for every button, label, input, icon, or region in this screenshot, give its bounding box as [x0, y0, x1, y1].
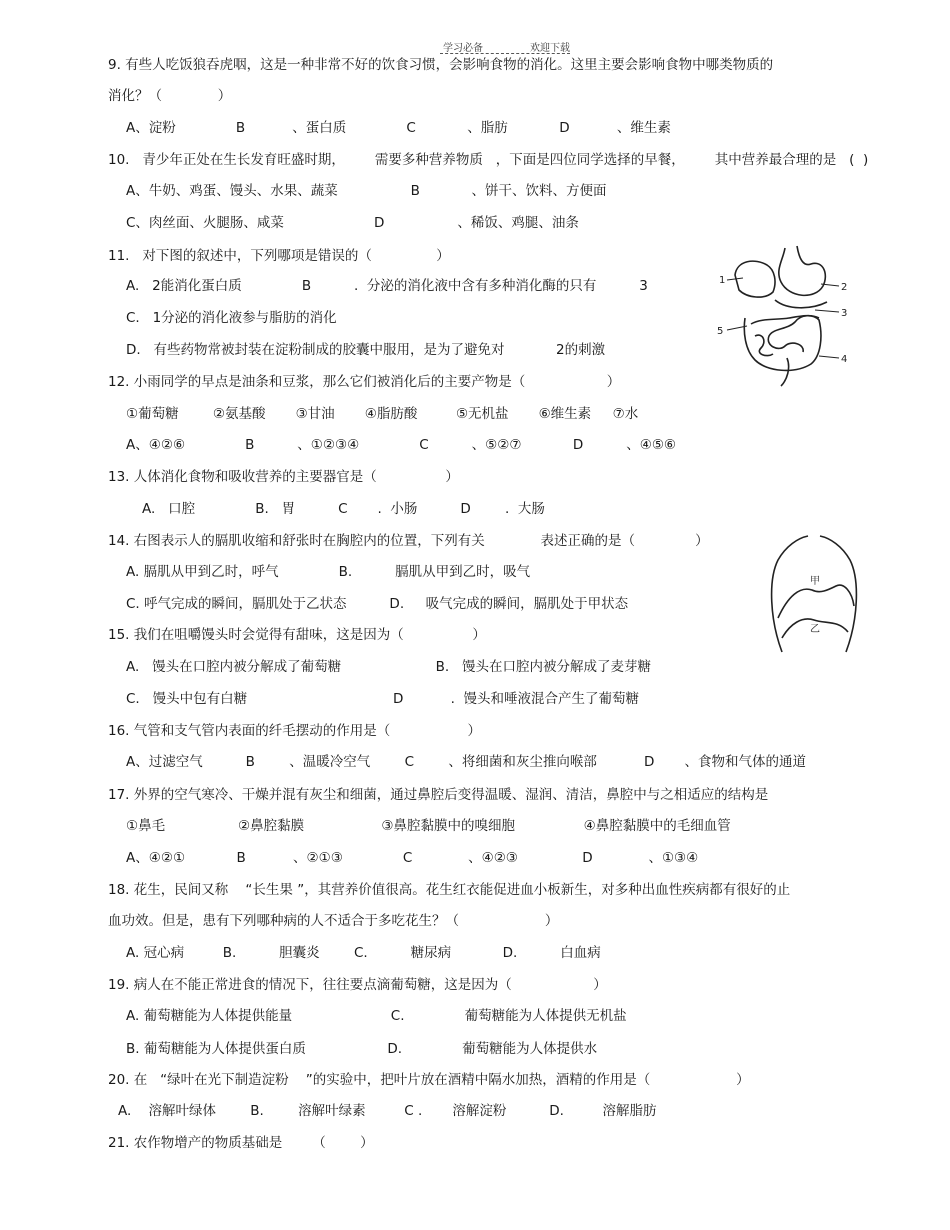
- header-left: 学习必备: [443, 43, 483, 54]
- label-4: 4: [841, 354, 848, 365]
- q13-options: A. 口腔 B. 胃 C . 小肠 D . 大肠: [142, 501, 545, 517]
- q15-options-cd: C. 馒头中包有白糖 D . 馒头和唾液混合产生了葡萄糖: [126, 691, 639, 707]
- q16-stem: 16. 气管和支气管内表面的纤毛摆动的作用是（ ）: [108, 723, 482, 739]
- q19-options-ac: A. 葡萄糖能为人体提供能量 C. 葡萄糖能为人体提供无机盐: [126, 1008, 627, 1024]
- q17-items: ①鼻毛 ②鼻腔黏膜 ③鼻腔黏膜中的嗅细胞 ④鼻腔黏膜中的毛细血管: [126, 818, 731, 834]
- q17-options: A、④②① B 、②①③ C 、④②③ D 、①③④: [126, 850, 699, 866]
- q12-stem: 12. 小雨同学的早点是油条和豆浆，那么它们被消化后的主要产物是（ ）: [108, 374, 621, 390]
- diaphragm-jia: [778, 585, 854, 618]
- label-yi: 乙: [810, 624, 820, 635]
- q12-items: ①葡萄糖 ②氨基酸 ③甘油 ④脂肪酸 ⑤无机盐 ⑥维生素 ⑦水: [126, 406, 639, 422]
- q19-options-bd: B. 葡萄糖能为人体提供蛋白质 D. 葡萄糖能为人体提供水: [126, 1041, 598, 1057]
- q14-options-cd: C. 呼气完成的瞬间，膈肌处于乙状态 D. 吸气完成的瞬间，膈肌处于甲状态: [126, 596, 629, 612]
- q15-options-ab: A. 馒头在口腔内被分解成了葡萄糖 B. 馒头在口腔内被分解成了麦芽糖: [126, 659, 651, 675]
- label-2: 2: [841, 282, 848, 293]
- q18-options: A. 冠心病 B. 胆囊炎 C. 糖尿病 D. 白血病: [126, 945, 601, 961]
- label-jia: 甲: [810, 576, 820, 587]
- header-divider: [440, 53, 570, 54]
- q19-stem: 19. 病人在不能正常进食的情况下，往往要点滴葡萄糖，这是因为（ ）: [108, 977, 607, 993]
- liver-shape: [735, 261, 775, 297]
- q9-line2: 消化？（ ）: [108, 88, 232, 104]
- q9-line1: 9. 有些人吃饭狼吞虎咽，这是一种非常不好的饮食习惯，会影响食物的消化。这里主要会影响食物中哪类物质的: [108, 57, 774, 73]
- q12-options: A、④②⑥ B 、①②③④ C 、⑤②⑦ D 、④⑤⑥: [126, 437, 677, 453]
- q14-options-ab: A. 膈肌从甲到乙时，呼气 B. 膈肌从甲到乙时，吸气: [126, 564, 531, 580]
- diaphragm-figure: [764, 530, 864, 660]
- digestive-system-figure: [715, 240, 855, 390]
- q17-stem: 17. 外界的空气寒冷、干燥并混有灰尘和细菌，通过鼻腔后变得温暖、湿润、清洁，鼻腔中与之相适应的结构是: [108, 787, 769, 803]
- q20-stem: 20. 在 “绿叶在光下制造淀粉 ”的实验中，把叶片放在酒精中隔水加热，酒精的作用是（ ）: [108, 1072, 750, 1088]
- q9-options: A、淀粉 B 、蛋白质 C 、脂肪 D 、维生素: [126, 120, 671, 136]
- label-1: 1: [719, 275, 726, 286]
- q10-options-ab: A、牛奶、鸡蛋、馒头、水果、蔬菜 B 、饼干、饮料、方便面: [126, 183, 607, 199]
- stomach-shape: [779, 246, 826, 295]
- q18-line2: 血功效。但是，患有下列哪种病的人不适合于多吃花生？（ ）: [108, 913, 559, 929]
- label-5: 5: [717, 326, 724, 337]
- label-3: 3: [841, 308, 848, 319]
- q11-option-c: C. 1分泌的消化液参与脂肪的消化: [126, 310, 337, 326]
- q14-stem: 14. 右图表示人的膈肌收缩和舒张时在胸腔内的位置，下列有关 表述正确的是（ ）: [108, 533, 709, 549]
- q10-options-cd: C、肉丝面、火腿肠、咸菜 D 、稀饭、鸡腿、油条: [126, 215, 579, 231]
- q20-options: A. 溶解叶绿体 B. 溶解叶绿素 C . 溶解淀粉 D. 溶解脂肪: [118, 1103, 657, 1119]
- q18-line1: 18. 花生，民间又称 “长生果 ”，其营养价值很高。花生红衣能促进血小板新生，对多种出血性疾病都有很好的止: [108, 882, 791, 898]
- q13-stem: 13. 人体消化食物和吸收营养的主要器官是（ ）: [108, 469, 459, 485]
- intestine-shape: [744, 316, 821, 371]
- q11-stem: 11. 对下图的叙述中，下列哪项是错误的（ ）: [108, 248, 450, 264]
- header-right: 欢迎下载: [530, 43, 570, 54]
- q21-stem: 21. 农作物增产的物质基础是 （ ）: [108, 1135, 374, 1151]
- q11-option-d: D. 有些药物常被封装在淀粉制成的胶囊中服用，是为了避免对 2的刺激: [126, 342, 606, 358]
- q16-options: A、过滤空气 B 、温暖冷空气 C 、将细菌和灰尘推向喉部 D 、食物和气体的通道: [126, 754, 806, 770]
- q11-option-ab: A. 2能消化蛋白质 B . 分泌的消化液中含有多种消化酶的只有 3: [126, 278, 648, 294]
- q10-stem: 10. 青少年正处在生长发育旺盛时期， 需要多种营养物质 ，下面是四位同学选择的早餐， 其中营养最合理的是 ( ): [108, 152, 869, 168]
- q15-stem: 15. 我们在咀嚼馒头时会觉得有甜味，这是因为（ ）: [108, 627, 486, 643]
